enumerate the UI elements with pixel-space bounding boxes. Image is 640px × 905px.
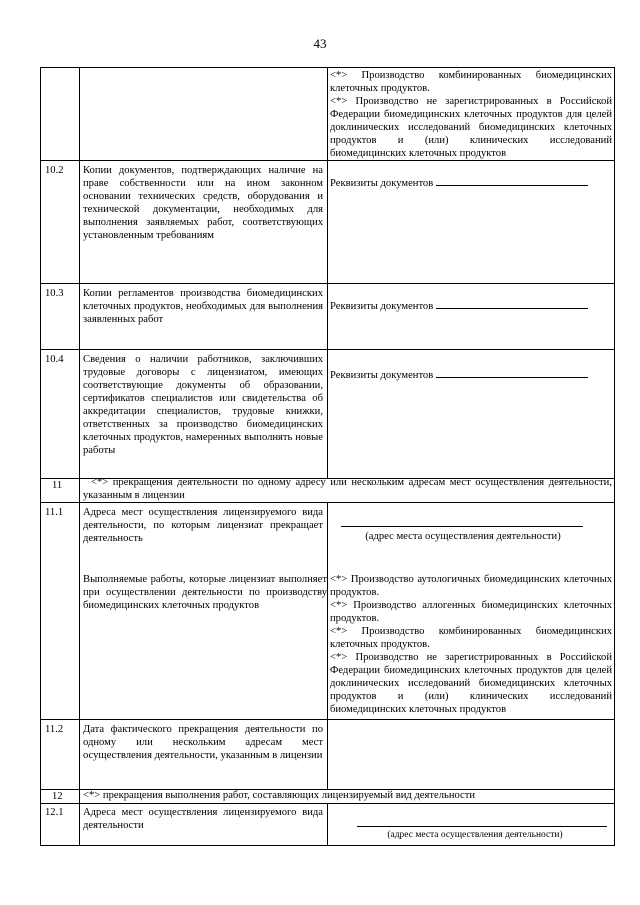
row-number: 11.2 [45, 724, 64, 735]
row-number: 10.2 [45, 165, 64, 176]
requisites-label: Реквизиты документов [330, 301, 434, 312]
table-row-divider [40, 502, 615, 503]
work-item: <*> Производство комбинированных биомедицинских клеточных продуктов. [330, 70, 612, 94]
address-blank[interactable] [357, 826, 607, 827]
table-row-divider [40, 283, 615, 284]
page-number: 43 [313, 36, 327, 51]
table-column-divider [327, 803, 328, 845]
address-caption: (адрес места осуществления деятельности) [365, 531, 561, 542]
row-description: Адреса мест осуществления лицензируемого вида деятельности [83, 807, 323, 831]
requisites-label: Реквизиты документов [330, 370, 434, 381]
requisites-blank[interactable] [436, 175, 588, 186]
work-item: <*> Производство аутологичных биомедицинских клеточных продуктов. [330, 574, 612, 598]
address-caption: (адрес места осуществления деятельности) [387, 830, 563, 840]
works-description: Выполняемые работы, которые лицензиат выполняет при осуществлении деятельности по производству биомедицинских клеточных продуктов [83, 574, 327, 611]
requisites-label: Реквизиты документов [330, 178, 434, 189]
table-row-divider [40, 349, 615, 350]
table-border-right [614, 67, 615, 845]
work-item: <*> Производство не зарегистрированных в Российской Федерации биомедицинских клеточных продуктов для целей доклинических исследований биомедицинских клеточных продуктов и (или) клинических исследований биомедицинских клеточных продуктов [330, 652, 612, 715]
row-description: Копии документов, подтверждающих наличие на праве собственности или на ином законном основании технических средств, оборудования и технической документации, необходимых для выполнения заявляемых работ, соответствующих установленным требованиям [83, 165, 323, 241]
row-number: 12 [52, 791, 63, 802]
row-number: 12.1 [45, 807, 64, 818]
work-item-list [330, 69, 612, 160]
section-header: <*> прекращения выполнения работ, составляющих лицензируемый вид деятельности [83, 790, 476, 801]
requisites-blank[interactable] [436, 367, 588, 378]
row-number: 11 [52, 480, 63, 491]
table-border-left [40, 67, 41, 845]
table-column-divider [79, 67, 80, 845]
requisites-field[interactable] [330, 367, 588, 382]
row-number: 11.1 [45, 507, 64, 518]
date-input-area[interactable] [328, 720, 614, 789]
work-item: <*> Производство не зарегистрированных в Российской Федерации биомедицинских клеточных продуктов для целей доклинических исследований биомедицинских клеточных продуктов и (или) клинических исследований биомедицинских клеточных продуктов [330, 96, 612, 159]
table-column-divider [327, 67, 328, 478]
row-description: Адреса мест осуществления лицензируемого вида деятельности, по которым лицензиат прекращает деятельность [83, 507, 323, 544]
table-row-divider [40, 803, 615, 804]
work-item-list [330, 573, 612, 716]
row-description: Копии регламентов производства биомедицинских клеточных продуктов, необходимых для выполнения заявленных работ [83, 288, 323, 325]
row-description: Сведения о наличии работников, заключивших трудовые договоры с лицензиатом, имеющих соответствующие документы об образовании, сертификатов специалистов или свидетельства об аккредитации специалистов, трудовые книжки, ответственных за производство биомедицинских клеточных продуктов, намеренных выполнять новые работы [83, 354, 323, 456]
requisites-blank[interactable] [436, 298, 588, 309]
table-row-divider [40, 67, 615, 68]
work-item: <*> Производство аллогенных биомедицинских клеточных продуктов. [330, 600, 612, 624]
section-header: <*> прекращения деятельности по одному адресу или нескольким адресам мест осуществления деятельности, указанным в лицензии [83, 477, 612, 501]
row-number: 10.4 [45, 354, 64, 365]
work-item: <*> Производство комбинированных биомедицинских клеточных продуктов. [330, 626, 612, 650]
requisites-field[interactable] [330, 298, 588, 313]
requisites-field[interactable] [330, 175, 588, 190]
table-border-bottom [40, 845, 615, 846]
row-number: 10.3 [45, 288, 64, 299]
table-row-divider [40, 160, 615, 161]
address-blank[interactable] [341, 526, 583, 527]
row-description: Дата фактического прекращения деятельности по одному или нескольким адресам мест осуществления деятельности, указанным в лицензии [83, 724, 323, 761]
